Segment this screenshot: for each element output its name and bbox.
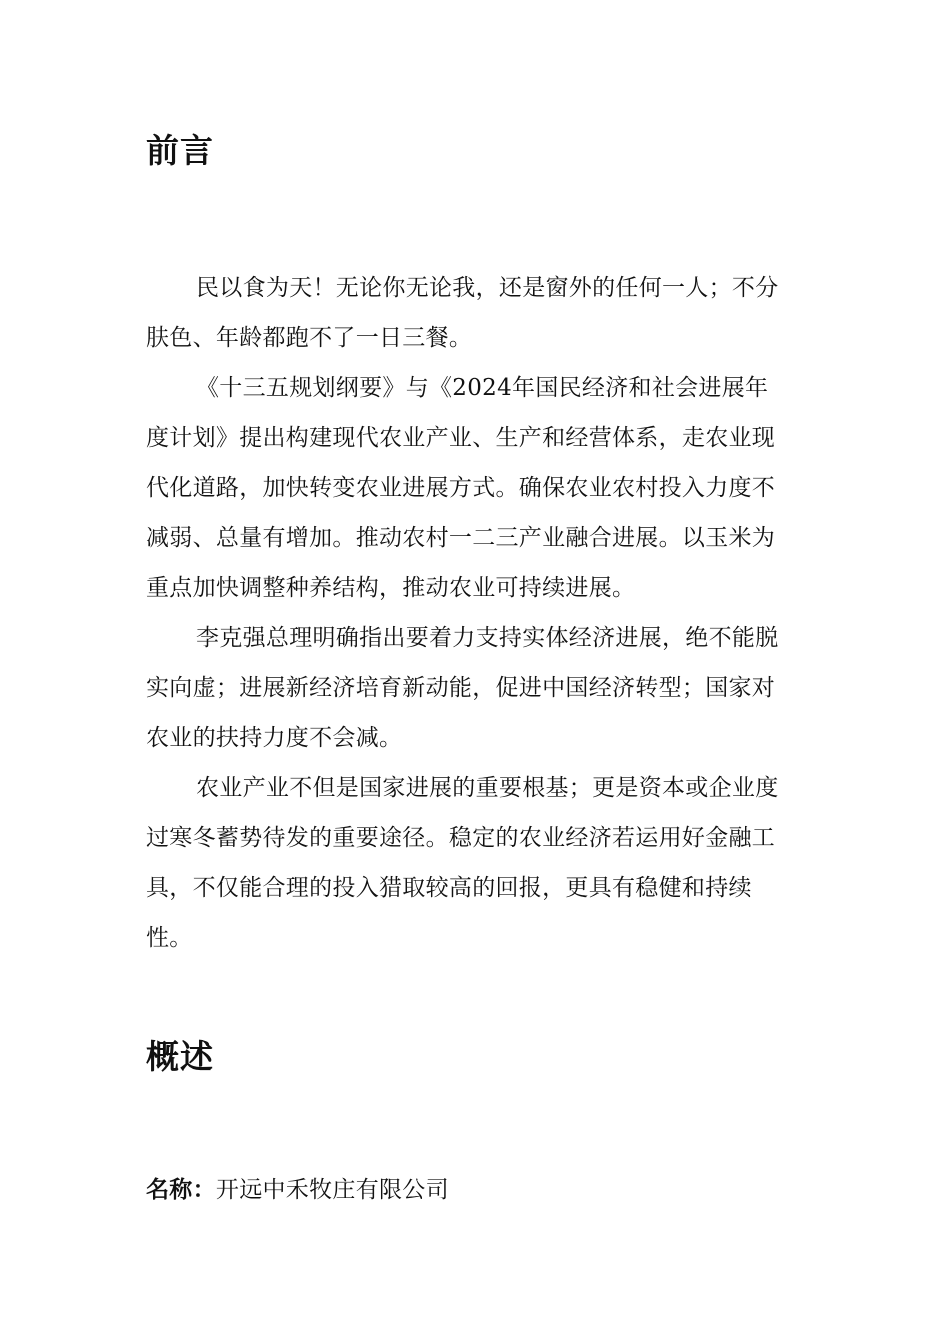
paragraph-2: 《十三五规划纲要》与《2024年国民经济和社会进展年度计划》提出构建现代农业产业、生产和经营体系，走农业现代化道路，加快转变农业进展方式。确保农业农村投入力度不减弱、总量有增加。推动农村一二三产业融合进展。以玉米为重点加快调整种养结构，推动农业可持续进展。 — [146, 375, 776, 601]
paragraph-1: 民以食为天！无论你无论我，还是窗外的任何一人；不分肤色、年龄都跑不了一日三餐。 — [146, 275, 779, 351]
preface-heading: 前言 — [146, 131, 214, 170]
paragraph-4: 农业产业不但是国家进展的重要根基；更是资本或企业度过寒冬蓄势待发的重要途径。稳定的农业经济若运用好金融工具，不仅能合理的投入猎取较高的回报，更具有稳健和持续性。 — [146, 775, 779, 951]
company-name-value: 开远中禾牧庄有限公司 — [215, 1177, 449, 1203]
name-label: 名称： — [146, 1177, 216, 1203]
paragraph-3: 李克强总理明确指出要着力支持实体经济进展，绝不能脱实向虚；进展新经济培育新动能，促进中国经济转型；国家对农业的扶持力度不会减。 — [146, 625, 779, 751]
overview-heading: 概述 — [146, 1037, 214, 1076]
company-name-line — [146, 1170, 449, 1210]
preface-body — [146, 263, 788, 963]
